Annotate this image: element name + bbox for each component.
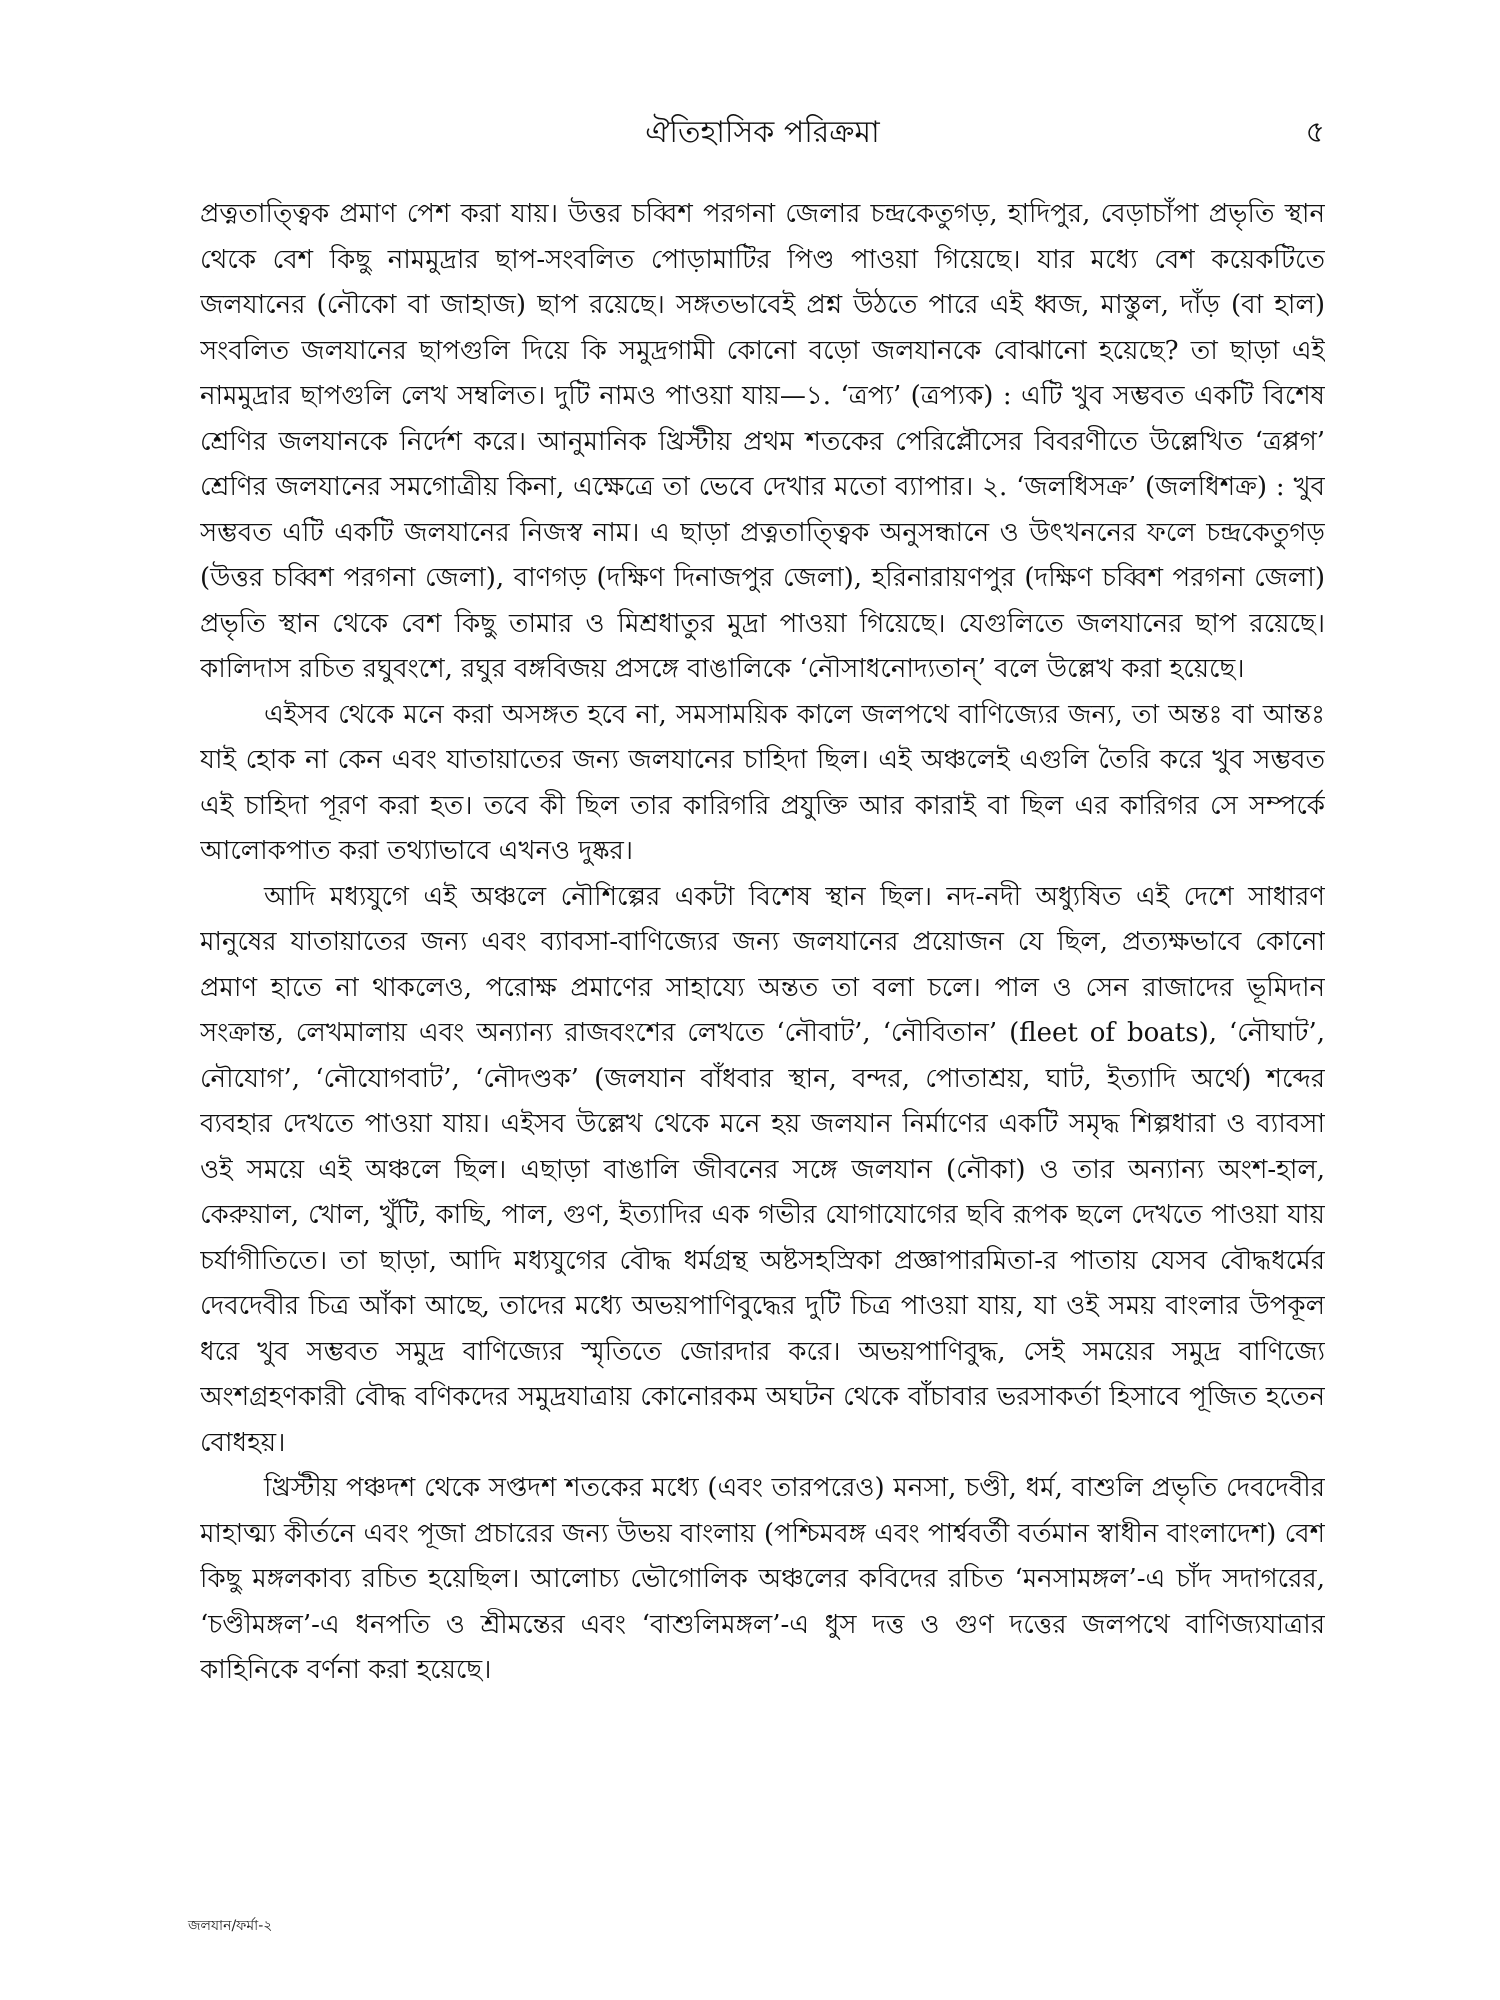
body-text (200, 192, 1325, 1832)
paragraph-4: খ্রিস্টীয় পঞ্চদশ থেকে সপ্তদশ শতকের মধ্যে (এবং তারপরেও) মনসা, চণ্ডী, ধর্ম, বাশুলি প্রভৃতি দেবদেবীর মাহাত্ম্য কীর্তনে এবং পূজা প্রচারের জন্য উভয় বাংলায় (পশ্চিমবঙ্গ এবং পার্শ্ববর্তী বর্তমান স্বাধীন বাংলাদেশ) বেশ কিছু মঙ্গলকাব্য রচিত হয়েছিল। আলোচ্য ভৌগোলিক অঞ্চলের কবিদের রচিত ‘মনসামঙ্গল’-এ চাঁদ সদাগরের, ‘চণ্ডীমঙ্গল’-এ ধনপতি ও শ্রীমন্তের এবং ‘বাশুলিমঙ্গল’-এ ধুস দত্ত ও গুণ দত্তের জলপথে বাণিজ্যযাত্রার কাহিনিকে বর্ণনা করা হয়েছে। (200, 1473, 1325, 1685)
paragraph-2: এইসব থেকে মনে করা অসঙ্গত হবে না, সমসাময়িক কালে জলপথে বাণিজ্যের জন্য, তা অন্তঃ বা আন্তঃ যাই হোক না কেন এবং যাতায়াতের জন্য জলযানের চাহিদা ছিল। এই অঞ্চলেই এগুলি তৈরি করে খুব সম্ভবত এই চাহিদা পূরণ করা হত। তবে কী ছিল তার কারিগরি প্রযুক্তি আর কারাই বা ছিল এর কারিগর সে সম্পর্কে আলোকপাত করা তথ্যাভাবে এখনও দুষ্কর। (200, 699, 1325, 866)
page-number: ৫ (1305, 115, 1325, 150)
paragraph-1: প্রত্নতাত্ত্বিক প্রমাণ পেশ করা যায়। উত্তর চব্বিশ পরগনা জেলার চন্দ্রকেতুগড়, হাদিপুর, বেড়াচাঁপা প্রভৃতি স্থান থেকে বেশ কিছু নামমুদ্রার ছাপ-সংবলিত পোড়ামাটির পিণ্ড পাওয়া গিয়েছে। যার মধ্যে বেশ কয়েকটিতে জলযানের (নৌকো বা জাহাজ) ছাপ রয়েছে। সঙ্গতভাবেই প্রশ্ন উঠতে পারে এই ধ্বজ, মাস্তুল, দাঁড় (বা হাল) সংবলিত জলযানের ছাপগুলি দিয়ে কি সমুদ্রগামী কোনো বড়ো জলযানকে বোঝানো হয়েছে? তা ছাড়া এই নামমুদ্রার ছাপগুলি লেখ সম্বলিত। দুটি নামও পাওয়া যায়—১. ‘ত্রপ্য’ (ত্রপ্যক) : এটি খুব সম্ভবত একটি বিশেষ শ্রেণির জলযানকে নির্দেশ করে। আনুমানিক খ্রিস্টীয় প্রথম শতকের পেরিপ্লৌসের বিবরণীতে উল্লেখিত ‘ত্রপ্পগ’ শ্রেণির জলযানের সমগোত্রীয় কিনা, এক্ষেত্রে তা ভেবে দেখার মতো ব্যাপার। ২. ‘জলধিসক্র’ (জলধিশক্র) : খুব সম্ভবত এটি একটি জলযানের নিজস্ব নাম। এ ছাড়া প্রত্নতাত্ত্বিক অনুসন্ধানে ও উৎখননের ফলে চন্দ্রকেতুগড় (উত্তর চব্বিশ পরগনা জেলা), বাণগড় (দক্ষিণ দিনাজপুর জেলা), হরিনারায়ণপুর (দক্ষিণ চব্বিশ পরগনা জেলা) প্রভৃতি স্থান থেকে বেশ কিছু তামার ও মিশ্রধাতুর মুদ্রা পাওয়া গিয়েছে। যেগুলিতে জলযানের ছাপ রয়েছে। কালিদাস রচিত রঘুবংশে, রঘুর বঙ্গবিজয় প্রসঙ্গে বাঙালিকে ‘নৌসাধনোদ্যতান্’ বলে উল্লেখ করা হয়েছে। (200, 199, 1325, 684)
running-header (200, 108, 1325, 158)
forma-signature: জলযান/ফর্মা-২ (188, 1918, 273, 1934)
paragraph-3: আদি মধ্যযুগে এই অঞ্চলে নৌশিল্পের একটা বিশেষ স্থান ছিল। নদ-নদী অধ্যুষিত এই দেশে সাধারণ মানুষের যাতায়াতের জন্য এবং ব্যাবসা-বাণিজ্যের জন্য জলযানের প্রয়োজন যে ছিল, প্রত্যক্ষভাবে কোনো প্রমাণ হাতে না থাকলেও, পরোক্ষ প্রমাণের সাহায্যে অন্তত তা বলা চলে। পাল ও সেন রাজাদের ভূমিদান সংক্রান্ত, লেখমালায় এবং অন্যান্য রাজবংশের লেখতে ‘নৌবাট’, ‘নৌবিতান’ (fleet of boats), ‘নৌঘাট’, নৌযোগ’, ‘নৌযোগবাট’, ‘নৌদণ্ডক’ (জলযান বাঁধবার স্থান, বন্দর, পোতাশ্রয়, ঘাট, ইত্যাদি অর্থে) শব্দের ব্যবহার দেখতে পাওয়া যায়। এইসব উল্লেখ থেকে মনে হয় জলযান নির্মাণের একটি সমৃদ্ধ শিল্পধারা ও ব্যাবসা ওই সময়ে এই অঞ্চলে ছিল। এছাড়া বাঙালি জীবনের সঙ্গে জলযান (নৌকা) ও তার অন্যান্য অংশ-হাল, কেরুয়াল, খোল, খুঁটি, কাছি, পাল, গুণ, ইত্যাদির এক গভীর যোগাযোগের ছবি রূপক ছলে দেখতে পাওয়া যায় চর্যাগীতিতে। তা ছাড়া, আদি মধ্যযুগের বৌদ্ধ ধর্মগ্রন্থ অষ্টসহস্রিকা প্রজ্ঞাপারমিতা-র পাতায় যেসব বৌদ্ধধর্মের দেবদেবীর চিত্র আঁকা আছে, তাদের মধ্যে অভয়পাণিবুদ্ধের দুটি চিত্র পাওয়া যায়, যা ওই সময় বাংলার উপকূল ধরে খুব সম্ভবত সমুদ্র বাণিজ্যের স্মৃতিতে জোরদার করে। অভয়পাণিবুদ্ধ, সেই সময়ের সমুদ্র বাণিজ্যে অংশগ্রহণকারী বৌদ্ধ বণিকদের সমুদ্রযাত্রায় কোনোরকম অঘটন থেকে বাঁচাবার ভরসাকর্তা হিসাবে পূজিত হতেন বোধহয়। (200, 881, 1325, 1458)
chapter-title: ঐতিহাসিক পরিক্রমা (645, 115, 880, 150)
